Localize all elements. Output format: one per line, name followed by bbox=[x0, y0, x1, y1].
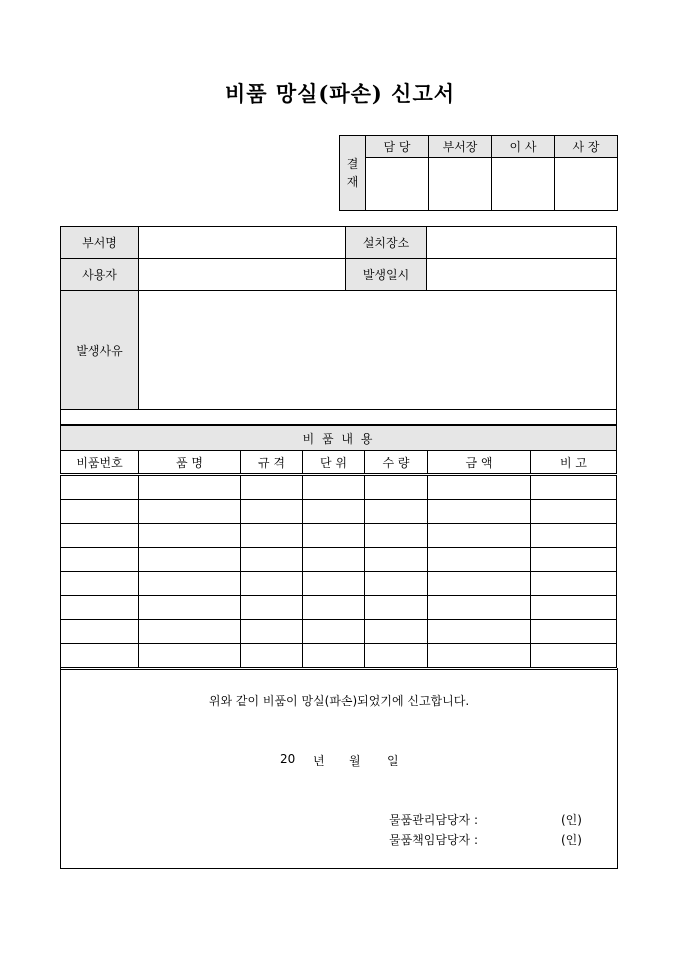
table-cell[interactable] bbox=[241, 500, 303, 524]
table-cell[interactable] bbox=[365, 475, 428, 500]
items-table bbox=[60, 425, 617, 670]
table-cell[interactable] bbox=[139, 475, 241, 500]
table-cell[interactable] bbox=[428, 475, 531, 500]
table-row bbox=[61, 644, 617, 669]
table-cell[interactable] bbox=[241, 548, 303, 572]
table-cell[interactable] bbox=[428, 572, 531, 596]
table-cell[interactable] bbox=[365, 548, 428, 572]
declaration-text: 위와 같이 비품이 망실(파손)되었기에 신고합니다. bbox=[208, 694, 470, 708]
table-cell[interactable] bbox=[531, 596, 617, 620]
datetime-field[interactable] bbox=[427, 259, 617, 291]
date-year: 20 bbox=[280, 752, 296, 766]
approval-side-label-2: 재 bbox=[346, 175, 359, 189]
table-cell[interactable] bbox=[428, 500, 531, 524]
datetime-label: 발생일시 bbox=[346, 259, 427, 291]
declaration-box bbox=[60, 668, 618, 869]
table-cell[interactable] bbox=[303, 644, 365, 669]
user-field[interactable] bbox=[139, 259, 346, 291]
col-item-number: 비품번호 bbox=[61, 451, 139, 475]
table-cell[interactable] bbox=[61, 596, 139, 620]
approval-side-label-1: 결 bbox=[346, 157, 359, 171]
table-cell[interactable] bbox=[241, 596, 303, 620]
table-cell[interactable] bbox=[303, 500, 365, 524]
col-quantity: 수 량 bbox=[365, 451, 428, 475]
location-label: 설치장소 bbox=[346, 227, 427, 259]
table-cell[interactable] bbox=[531, 572, 617, 596]
table-cell[interactable] bbox=[139, 572, 241, 596]
table-cell[interactable] bbox=[303, 475, 365, 500]
table-cell[interactable] bbox=[139, 548, 241, 572]
department-field[interactable] bbox=[139, 227, 346, 259]
table-cell[interactable] bbox=[139, 644, 241, 669]
approval-sign-director[interactable] bbox=[492, 158, 555, 211]
table-cell[interactable] bbox=[241, 620, 303, 644]
table-cell[interactable] bbox=[241, 644, 303, 669]
info-table bbox=[60, 226, 617, 425]
table-cell[interactable] bbox=[365, 500, 428, 524]
table-cell[interactable] bbox=[428, 620, 531, 644]
department-label: 부서명 bbox=[61, 227, 139, 259]
table-cell[interactable] bbox=[531, 524, 617, 548]
table-cell[interactable] bbox=[428, 524, 531, 548]
table-cell[interactable] bbox=[139, 524, 241, 548]
table-cell[interactable] bbox=[61, 475, 139, 500]
table-cell[interactable] bbox=[61, 572, 139, 596]
approval-box bbox=[339, 135, 618, 211]
table-row bbox=[61, 475, 617, 500]
approval-side-label bbox=[340, 136, 366, 211]
table-row bbox=[61, 572, 617, 596]
date-day-unit: 일 bbox=[387, 754, 399, 768]
table-cell[interactable] bbox=[531, 475, 617, 500]
table-cell[interactable] bbox=[365, 596, 428, 620]
items-section-title: 비 품 내 용 bbox=[61, 426, 617, 451]
table-row bbox=[61, 596, 617, 620]
table-cell[interactable] bbox=[241, 572, 303, 596]
table-row bbox=[61, 620, 617, 644]
approval-head-director: 이 사 bbox=[492, 136, 555, 158]
table-cell[interactable] bbox=[365, 620, 428, 644]
table-cell[interactable] bbox=[61, 644, 139, 669]
location-field[interactable] bbox=[427, 227, 617, 259]
table-cell[interactable] bbox=[531, 644, 617, 669]
manager-label: 물품관리담당자 : bbox=[389, 813, 479, 827]
approval-head-manager: 부서장 bbox=[429, 136, 492, 158]
table-cell[interactable] bbox=[428, 644, 531, 669]
col-spec: 규 격 bbox=[241, 451, 303, 475]
spacer-row bbox=[61, 410, 617, 425]
table-cell[interactable] bbox=[365, 572, 428, 596]
approval-sign-staff[interactable] bbox=[366, 158, 429, 211]
table-cell[interactable] bbox=[303, 572, 365, 596]
table-cell[interactable] bbox=[303, 620, 365, 644]
table-cell[interactable] bbox=[139, 500, 241, 524]
table-cell[interactable] bbox=[365, 524, 428, 548]
table-cell[interactable] bbox=[531, 500, 617, 524]
table-cell[interactable] bbox=[61, 548, 139, 572]
table-cell[interactable] bbox=[303, 596, 365, 620]
reason-label: 발생사유 bbox=[61, 291, 139, 410]
table-row bbox=[61, 500, 617, 524]
table-row bbox=[61, 524, 617, 548]
col-item-name: 품 명 bbox=[139, 451, 241, 475]
table-cell[interactable] bbox=[303, 548, 365, 572]
col-remarks: 비 고 bbox=[531, 451, 617, 475]
user-label: 사용자 bbox=[61, 259, 139, 291]
table-cell[interactable] bbox=[531, 548, 617, 572]
approval-sign-manager[interactable] bbox=[429, 158, 492, 211]
table-cell[interactable] bbox=[365, 644, 428, 669]
table-cell[interactable] bbox=[61, 620, 139, 644]
page-title: 비품 망실(파손) 신고서 bbox=[224, 81, 456, 106]
responsible-label: 물품책임담당자 : bbox=[389, 833, 479, 847]
table-cell[interactable] bbox=[531, 620, 617, 644]
date-month-unit: 월 bbox=[349, 754, 361, 768]
table-cell[interactable] bbox=[61, 524, 139, 548]
table-cell[interactable] bbox=[428, 596, 531, 620]
reason-field[interactable] bbox=[139, 291, 617, 410]
date-year-unit: 년 bbox=[313, 754, 325, 768]
col-amount: 금 액 bbox=[428, 451, 531, 475]
table-row bbox=[61, 548, 617, 572]
table-cell[interactable] bbox=[139, 596, 241, 620]
approval-sign-president[interactable] bbox=[555, 158, 618, 211]
approval-head-staff: 담 당 bbox=[366, 136, 429, 158]
table-cell[interactable] bbox=[303, 524, 365, 548]
approval-head-president: 사 장 bbox=[555, 136, 618, 158]
table-cell[interactable] bbox=[241, 475, 303, 500]
table-cell[interactable] bbox=[139, 620, 241, 644]
seal-1: (인) bbox=[561, 813, 582, 827]
col-unit: 단 위 bbox=[303, 451, 365, 475]
seal-2: (인) bbox=[561, 833, 582, 847]
table-cell[interactable] bbox=[428, 548, 531, 572]
table-cell[interactable] bbox=[241, 524, 303, 548]
table-cell[interactable] bbox=[61, 500, 139, 524]
